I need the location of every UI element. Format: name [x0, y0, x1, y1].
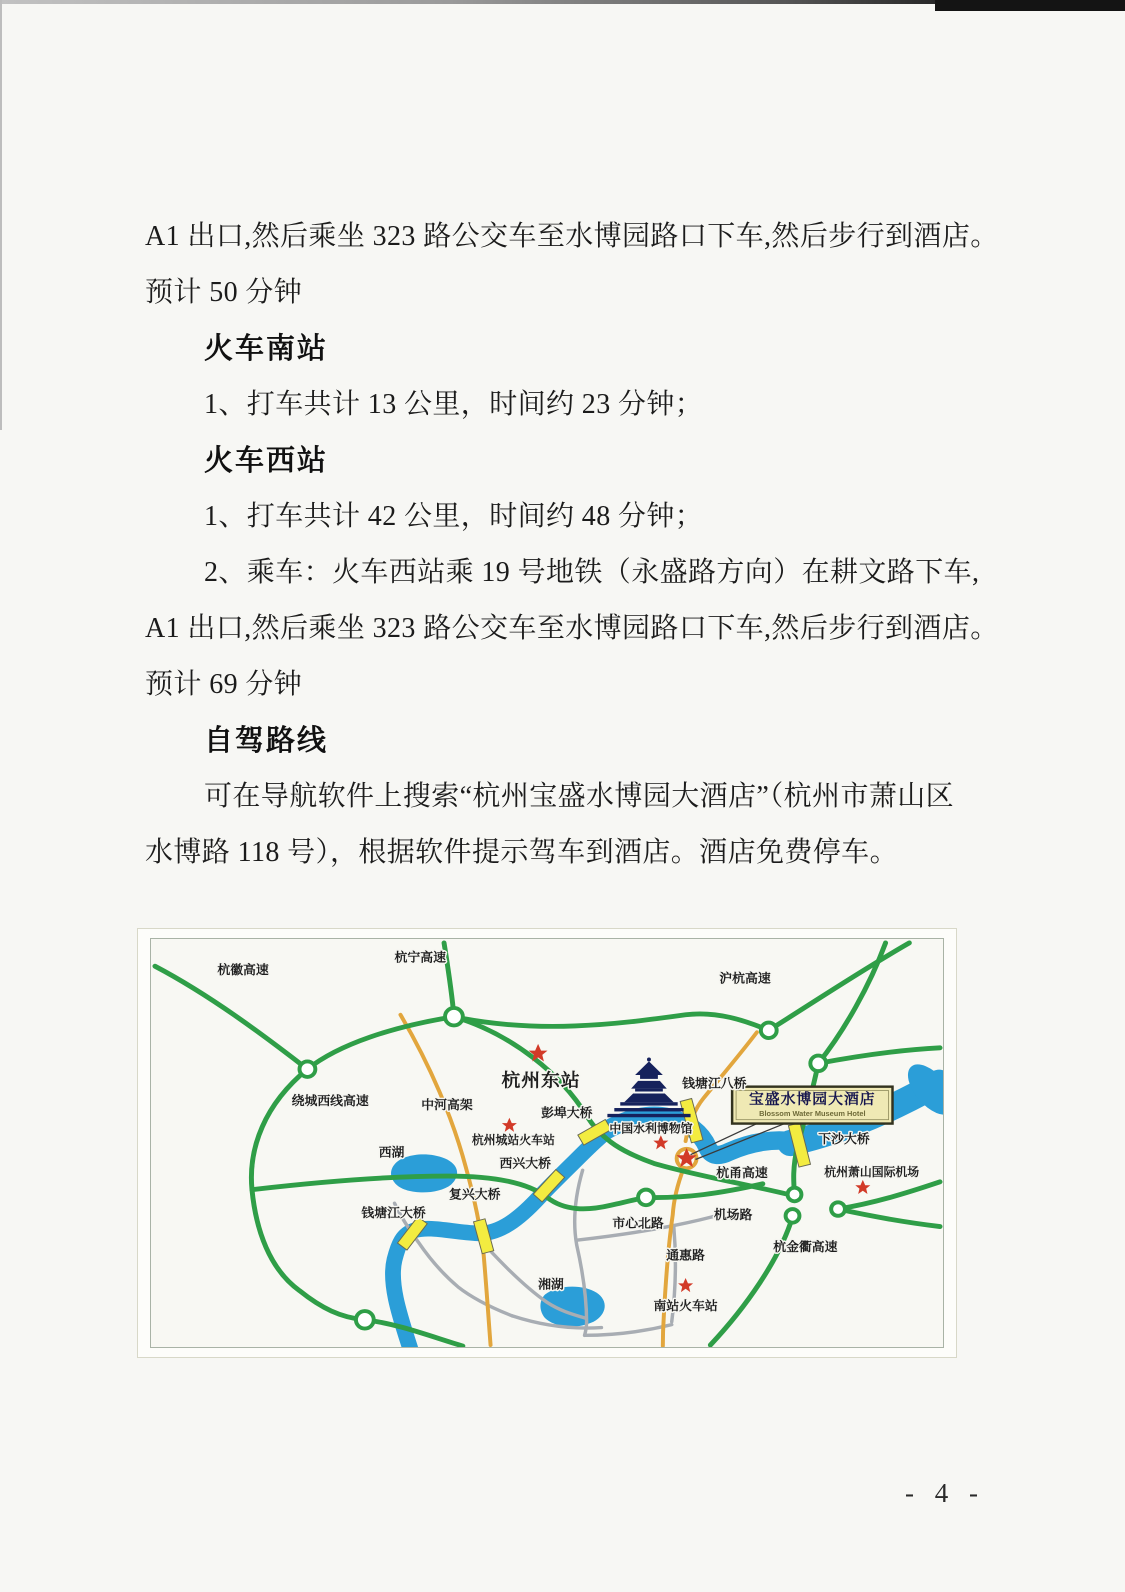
doc-line: A1 出口,然后乘坐 323 路公交车至水博园路口下车,然后步行到酒店。 [145, 613, 999, 644]
heading-self-driving-route: 自驾路线 [204, 725, 329, 757]
west-lake-water [391, 1154, 457, 1192]
map-label-shixin-north-road: 市心北路 [612, 1215, 664, 1231]
hangjinqu-expwy-line [710, 1217, 792, 1345]
scan-edge-artifact [935, 0, 1125, 11]
map-label-tonghui-road: 通惠路 [666, 1247, 705, 1263]
map-label-hangjinqu-expwy: 杭金衢高速 [773, 1238, 838, 1254]
hotel-callout-en: Blossom Water Museum Hotel [759, 1108, 866, 1118]
water-museum-pagoda-icon [607, 1058, 690, 1118]
map-label-hangning-expwy: 杭宁高速 [394, 949, 446, 965]
huhang-expwy-line [769, 943, 910, 1030]
hanghui-expwy-line [155, 966, 307, 1069]
route-map-figure [137, 928, 957, 1358]
map-label-hangyong-expwy: 杭甬高速 [716, 1165, 768, 1180]
map-label-china-water-museum: 中国水利博物馆 [609, 1122, 693, 1136]
route-map [151, 939, 943, 1347]
doc-line: 可在导航软件上搜索“杭州宝盛水博园大酒店”（杭州市萧山区 [204, 781, 955, 812]
doc-line: 2、乘车：火车西站乘 19 号地铁（永盛路方向）在耕文路下车, [204, 557, 980, 588]
map-label-qiantang-river-bridge: 钱塘江大桥 [361, 1204, 426, 1220]
map-label-hanghui-expwy: 杭徽高速 [217, 962, 269, 977]
map-label-xixing-bridge: 西兴大桥 [499, 1155, 551, 1171]
xianghu-lake-water [540, 1287, 604, 1327]
doc-line: 预计 50 分钟 [145, 277, 303, 308]
map-label-zhonghe-viaduct: 中河高架 [421, 1097, 473, 1112]
map-label-qiantang-no8-bridge: 钱塘江八桥 [682, 1075, 747, 1091]
map-label-airport-road: 机场路 [713, 1206, 753, 1222]
hotel-callout-cn: 宝盛水博园大酒店 [748, 1092, 876, 1109]
star-xiaoshan-airport [855, 1180, 870, 1194]
map-label-west-lake: 西湖 [378, 1144, 405, 1160]
map-label-xiasha-bridge: 下沙大桥 [818, 1131, 870, 1146]
scan-edge-artifact [0, 0, 2, 430]
map-label-pengbu-bridge: 彭埠大桥 [541, 1104, 593, 1120]
star-water-museum [653, 1135, 668, 1149]
heading-south-railway-station: 火车南站 [204, 333, 329, 365]
route-map-frame [150, 938, 944, 1348]
map-label-fuxing-bridge: 复兴大桥 [449, 1186, 501, 1202]
map-label-south-railway-station: 南站火车站 [653, 1298, 718, 1314]
star-south-railway-station [678, 1278, 693, 1292]
directions-text-block [145, 209, 999, 881]
map-label-huhang-expwy: 沪杭高速 [719, 970, 771, 986]
doc-line: A1 出口,然后乘坐 323 路公交车至水博园路口下车,然后步行到酒店。 [145, 221, 999, 252]
map-label-xianghu-lake: 湘湖 [538, 1276, 564, 1292]
heading-west-railway-station: 火车西站 [204, 445, 329, 477]
doc-line: 水博路 118 号），根据软件提示驾车到酒店。酒店免费停车。 [145, 837, 898, 868]
page-number: - 4 - [905, 1478, 985, 1508]
doc-line: 1、打车共计 42 公里，时间约 48 分钟； [204, 501, 704, 532]
map-label-xiaoshan-airport: 杭州萧山国际机场 [824, 1166, 920, 1179]
map-label-hangzhou-city-station: 杭州城站火车站 [471, 1134, 555, 1147]
map-label-hangzhou-east-station: 杭州东站 [501, 1069, 581, 1091]
doc-line: 预计 69 分钟 [145, 669, 303, 700]
star-hangzhou-city-station [502, 1118, 517, 1132]
doc-line: 1、打车共计 13 公里，时间约 23 分钟； [204, 389, 704, 420]
map-label-ring-west-expwy: 绕城西线高速 [291, 1093, 369, 1109]
